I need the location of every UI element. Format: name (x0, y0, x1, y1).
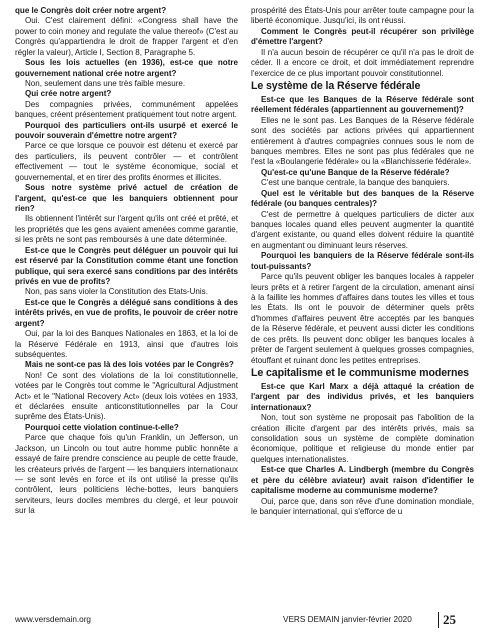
paragraph-text: Est-ce que Charles A. Lindbergh (membre du Congrès et père du célèbre aviateur) avait raison d'identifier le capitalisme moderne au communisme moderne? (251, 465, 474, 496)
answer-paragraph (251, 413, 474, 465)
paragraph-text: prospérité des États-Unis pour arrêter toute campagne pour la liberté économique. Jusqu'ici, ils ont réussi. (251, 6, 474, 26)
question-paragraph (15, 6, 238, 16)
paragraph-text: Le système de la Réserve fédérale (251, 79, 421, 92)
answer-paragraph (15, 433, 238, 516)
answer-paragraph (251, 6, 474, 27)
paragraph-text: Parce ce que lorsque ce pouvoir est détenu et exercé par des particuliers, ils peuvent contrôler — et contrôlent effectivement — tout le système économique, social et gouvernemental, et en tirer des profits énormes et illicites. (15, 141, 238, 182)
answer-paragraph (251, 178, 474, 188)
page-number: 25 (443, 612, 456, 627)
paragraph-text: Oui, parce que, dans son rêve d'une domination mondiale, le banquier international, qui s'efforce de (251, 496, 474, 516)
paragraph-text: Sous notre système privé actuel de création de l'argent, qu'est-ce que les banquiers obtiennent pour rien? (15, 183, 238, 214)
answer-paragraph (15, 214, 238, 245)
paragraph-text: Oui, par la loi des Banques Nationales en 1863, et la loi de la Réserve Fédérale en 1913, ainsi que d'autres lois subséquentes. (15, 329, 238, 359)
page-footer (15, 614, 475, 628)
answer-paragraph (251, 497, 474, 518)
paragraph-text: Est-ce que le Congrès peut déléguer un pouvoir qui lui est réservé par la Constitution comme étant une fonction publique, qui sera exercé sans conditions par des intérêts privés en vue de profits? (15, 245, 238, 286)
paragraph-text: C'est une banque centrale, la banque des banquiers. (261, 178, 450, 188)
question-paragraph (251, 251, 474, 272)
question-paragraph (15, 58, 238, 79)
paragraph-text: Il n'a aucun besoin de récupérer ce qu'il n'a pas le droit de céder. Il a encore ce droit, et doit immédiatement reprendre l'exercice de ce plus important pouvoir constitutionnel. (251, 47, 474, 78)
paragraph-text: Non! Ce sont des violations de la loi constitutionnelle, votées par le Congrès tout comme le "Agricultural Adjustment Act» et le "National Recovery Act» (deux lois votées en 1933, et déclarées ensuite anticonstitutionnelles par la Cour suprême des États-Unis). (15, 370, 238, 422)
paragraph-text: C'est de permettre à quelques particuliers de dicter aux banques locales quand elles peuvent augmenter la quantité d'argent existante, ou quand elles doivent réduire la quantité en augmentant ou diminuant leurs réserves. (251, 209, 474, 250)
question-paragraph (251, 168, 474, 178)
answer-paragraph (251, 48, 474, 79)
paragraph-text: Pourquoi les banquiers de la Réserve fédérale sont-ils tout-puissants? (251, 251, 474, 271)
question-paragraph (251, 382, 474, 413)
answer-paragraph (15, 79, 238, 89)
section-heading (251, 80, 474, 93)
paragraph-text: Le capitalisme et le communisme modernes (251, 366, 469, 379)
answer-paragraph (15, 100, 238, 121)
footer-issue: VERS DEMAIN janvier-février 2020 (283, 615, 412, 624)
paragraph-text: Elles ne le sont pas. Les Banques de la Réserve fédérale sont des sociétés par actions privées qui appartiennent entièrement à d'autres compagnies connues sous le nom de banques membres. Elles ne sont pas plus fédérales que ne l'est la «Boulangerie fédérale» ou la «Blanchisserie fédérale». (251, 115, 474, 167)
question-paragraph (15, 183, 238, 214)
paragraph-text: Parce qu'ils peuvent obliger les banques locales à rappeler leurs prêts et à retirer l'argent de la circulation, amenant ainsi à la faillite les hommes d'affaires dans toutes les villes et tous les États. Ils ont le pouvoir de déterminer quels prêts d'hommes d'affaires peuvent être acceptés par les banques de la Réserve fédérale, et peuvent aussi dicter les conditions de ces prêts. Ils peuvent donc obliger les banques locales à prêter de l'argent seulement à quelques grosses compagnies, étouffant et ruinant donc les petites entreprises. (251, 272, 474, 365)
section-heading (251, 367, 474, 380)
answer-paragraph (251, 116, 474, 168)
answer-paragraph (15, 141, 238, 183)
question-paragraph (15, 298, 238, 329)
answer-paragraph (251, 210, 474, 252)
paragraph-text: Est-ce que les Banques de la Réserve fédérale sont réellement fédérales (appartiennent au gouvernement)? (251, 94, 474, 115)
paragraph-text: Parce que chaque fois qu'un Franklin, un Jefferson, un Jackson, un Lincoln ou tout autre homme public honnête a essayé de faire prendre conscience au peuple de cette fraude, les créateurs privés de l'argent — les banquiers internationaux — se sont levés en force et ils ont utilisé la presse qu'ils contrôlent, leurs politiciens lèche-bottes, leurs banquiers serviteurs, leurs dociles membres du clergé, et leur pouvoir sur la (15, 433, 238, 516)
answer-paragraph (15, 329, 238, 360)
paragraph-text: Pourquoi cette violation continue-t-elle? (25, 422, 179, 432)
paragraph-text: que le Congrès doit créer notre argent? (15, 6, 167, 15)
left-column (15, 6, 238, 517)
paragraph-text: Des compagnies privées, communément appelées banques, créent présentement pratiquement tout notre argent. (15, 99, 238, 120)
paragraph-text: Mais ne sont-ce pas là des lois votées par le Congrès? (25, 360, 234, 370)
paragraph-text: Sous les lois actuelles (en 1936), est-ce que notre gouvernement national crée notre argent? (15, 58, 238, 78)
right-column (251, 6, 474, 517)
paragraph-text: Non, pas sans violer la Constitution des Etats-Unis. (25, 287, 208, 297)
paragraph-text: Est-ce que le Congrès a délégué sans conditions à des intérêts privés, en vue de profits, le pouvoir de créer notre argent? (15, 297, 238, 328)
answer-paragraph (15, 287, 238, 297)
paragraph-text: Pourquoi des particuliers ont-ils usurpé et exercé le pouvoir souverain d'émettre notre argent? (15, 120, 238, 141)
question-paragraph (251, 27, 474, 48)
question-paragraph (251, 189, 474, 210)
question-paragraph (15, 423, 238, 433)
paragraph-text: Non, seulement dans une très faible mesure. (25, 78, 186, 88)
paragraph-text: Qu'est-ce qu'une Banque de la Réserve fédérale? (261, 167, 450, 177)
answer-paragraph (15, 16, 238, 58)
footer-url: www.versdemain.org (15, 615, 91, 624)
question-paragraph (15, 246, 238, 288)
paragraph-text: Est-ce que Karl Marx a déjà attaqué la création de l'argent par des individus privés, et les banquiers internationaux? (251, 381, 474, 412)
footer-divider (438, 612, 439, 628)
answer-paragraph (251, 272, 474, 366)
question-paragraph (15, 360, 238, 370)
paragraph-text: Ils obtiennent l'intérêt sur l'argent qu'ils ont créé et prêté, et les propriétés que les gens avaient amenées comme garantie, si les prêts ne sont pas remboursés à une date déterminée. (15, 214, 238, 245)
paragraph-text: Oui. C'est clairement défini: «Congress shall have the power to coin money and regulate the value thereof» (C'est au Congrès qu'appartiendra le droit de frapper l'argent et d'en régler la valeur), Article I, Section 8, Paragraphe 5. (15, 16, 238, 57)
paragraph-text: Non, tout son système ne proposait pas l'abolition de la création illicite d'argent par des intérêts privés, mais sa consolidation sous un système de complète domination économique, politique et religieuse du monde entier par quelques internationalistes. (251, 413, 474, 464)
question-paragraph (15, 121, 238, 142)
paragraph-text: Qui crée notre argent? (25, 89, 112, 99)
question-paragraph (251, 95, 474, 116)
paragraph-text: Comment le Congrès peut-il récupérer son privilège d'émettre l'argent? (251, 26, 474, 47)
question-paragraph (251, 465, 474, 496)
answer-paragraph (15, 371, 238, 423)
question-paragraph (15, 89, 238, 99)
paragraph-text: Quel est le véritable but des banques de la Réserve fédérale (ou banques centrales)? (251, 188, 474, 209)
article-end-mark: u (397, 506, 403, 516)
